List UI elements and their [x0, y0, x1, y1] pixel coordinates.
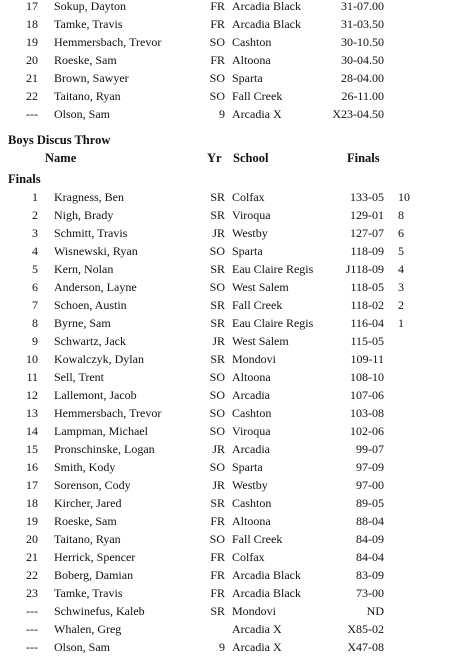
place-cell: ---	[26, 107, 38, 121]
header-school: School	[233, 151, 269, 165]
athlete-name-cell: Hemmersbach, Trevor	[54, 406, 162, 420]
school-cell: Mondovi	[232, 352, 277, 366]
year-cell: SR	[210, 190, 225, 204]
year-cell: SO	[209, 424, 225, 438]
mark-cell: 118-02	[350, 298, 384, 312]
athlete-name-cell: Lampman, Michael	[54, 424, 148, 438]
place-cell: 1	[32, 190, 38, 204]
year-cell: FR	[210, 514, 225, 528]
school-cell: Viroqua	[232, 208, 271, 222]
result-row	[0, 278, 451, 296]
school-cell: Cashton	[232, 496, 272, 510]
header-finals: Finals	[347, 151, 380, 165]
header-yr: Yr	[207, 151, 222, 165]
mark-cell: ND	[366, 604, 384, 618]
year-cell: SO	[209, 460, 225, 474]
mark-cell: 99-07	[356, 442, 384, 456]
school-cell: Arcadia Black	[232, 0, 301, 13]
school-cell: Fall Creek	[232, 298, 283, 312]
school-cell: Arcadia	[232, 388, 270, 402]
school-cell: Colfax	[232, 550, 265, 564]
athlete-name-cell: Sell, Trent	[54, 370, 105, 384]
year-cell: FR	[210, 53, 225, 67]
points-cell: 6	[398, 226, 404, 240]
place-cell: 11	[26, 370, 38, 384]
school-cell: Altoona	[232, 370, 271, 384]
place-cell: 23	[26, 586, 38, 600]
result-row	[0, 332, 451, 350]
year-cell: SO	[209, 71, 225, 85]
school-cell: Cashton	[232, 406, 272, 420]
school-cell: Westby	[232, 478, 268, 492]
result-row	[0, 494, 451, 512]
athlete-name-cell: Sokup, Dayton	[54, 0, 126, 13]
athlete-name-cell: Anderson, Layne	[54, 280, 137, 294]
event-title: Boys Discus Throw	[8, 133, 111, 147]
place-cell: 17	[26, 0, 38, 13]
athlete-name-cell: Olson, Sam	[54, 107, 111, 121]
place-cell: 20	[26, 532, 38, 546]
year-cell: 9	[219, 107, 225, 121]
mark-cell: X85-02	[347, 622, 384, 636]
result-row	[0, 69, 451, 87]
athlete-name-cell: Schmitt, Travis	[54, 226, 128, 240]
school-cell: Arcadia X	[232, 622, 282, 636]
mark-cell: 129-01	[350, 208, 384, 222]
athlete-name-cell: Tamke, Travis	[54, 586, 123, 600]
result-row	[0, 260, 451, 278]
school-cell: Colfax	[232, 190, 265, 204]
athlete-name-cell: Roeske, Sam	[54, 514, 117, 528]
athlete-name-cell: Tamke, Travis	[54, 17, 123, 31]
athlete-name-cell: Kragness, Ben	[54, 190, 124, 204]
year-cell: SO	[209, 388, 225, 402]
result-row	[0, 224, 451, 242]
result-row	[0, 620, 451, 638]
header-name: Name	[45, 151, 77, 165]
mark-cell: 107-06	[350, 388, 384, 402]
school-cell: Cashton	[232, 35, 272, 49]
school-cell: Fall Creek	[232, 532, 283, 546]
mark-cell: 28-04.00	[341, 71, 384, 85]
mark-cell: 89-05	[356, 496, 384, 510]
result-row	[0, 33, 451, 51]
year-cell: SO	[209, 370, 225, 384]
points-cell: 1	[398, 316, 404, 330]
result-row	[0, 566, 451, 584]
place-cell: 22	[26, 89, 38, 103]
result-row	[0, 51, 451, 69]
athlete-name-cell: Schoen, Austin	[54, 298, 127, 312]
year-cell: JR	[212, 226, 225, 240]
athlete-name-cell: Brown, Sawyer	[54, 71, 129, 85]
school-cell: Eau Claire Regis	[232, 262, 314, 276]
year-cell: SR	[210, 352, 225, 366]
place-cell: 6	[32, 280, 38, 294]
year-cell: SO	[209, 35, 225, 49]
year-cell: FR	[210, 550, 225, 564]
result-row	[0, 386, 451, 404]
mark-cell: 31-07.00	[341, 0, 384, 13]
athlete-name-cell: Kowalczyk, Dylan	[54, 352, 144, 366]
points-cell: 4	[398, 262, 404, 276]
athlete-name-cell: Sorenson, Cody	[54, 478, 131, 492]
school-cell: Arcadia	[232, 442, 270, 456]
place-cell: ---	[26, 604, 38, 618]
mark-cell: 30-04.50	[341, 53, 384, 67]
mark-cell: 102-06	[350, 424, 384, 438]
school-cell: Arcadia Black	[232, 17, 301, 31]
mark-cell: 97-00	[356, 478, 384, 492]
result-row	[0, 87, 451, 105]
year-cell: SO	[209, 89, 225, 103]
result-row	[0, 0, 451, 15]
year-cell: JR	[212, 442, 225, 456]
year-cell: FR	[210, 0, 225, 13]
place-cell: 22	[26, 568, 38, 582]
school-cell: Mondovi	[232, 604, 277, 618]
athlete-name-cell: Smith, Kody	[54, 460, 116, 474]
athlete-name-cell: Pronschinske, Logan	[54, 442, 155, 456]
athlete-name-cell: Olson, Sam	[54, 640, 111, 654]
place-cell: 16	[26, 460, 38, 474]
school-cell: Sparta	[232, 71, 263, 85]
school-cell: Arcadia Black	[232, 586, 301, 600]
mark-cell: 108-10	[350, 370, 384, 384]
school-cell: Arcadia X	[232, 107, 282, 121]
mark-cell: 97-09	[356, 460, 384, 474]
mark-cell: 103-08	[350, 406, 384, 420]
athlete-name-cell: Kircher, Jared	[54, 496, 122, 510]
result-row	[0, 105, 451, 123]
result-row	[0, 242, 451, 260]
mark-cell: 109-11	[350, 352, 384, 366]
year-cell: SO	[209, 406, 225, 420]
school-cell: Fall Creek	[232, 89, 283, 103]
school-cell: Altoona	[232, 514, 271, 528]
result-row	[0, 206, 451, 224]
athlete-name-cell: Lallemont, Jacob	[54, 388, 137, 402]
section-label: Finals	[8, 172, 41, 186]
place-cell: 19	[26, 35, 38, 49]
school-cell: Altoona	[232, 53, 271, 67]
mark-cell: 118-05	[350, 280, 384, 294]
place-cell: ---	[26, 622, 38, 636]
result-row	[0, 350, 451, 368]
result-row	[0, 638, 451, 656]
athlete-name-cell: Schwinefus, Kaleb	[54, 604, 145, 618]
place-cell: 10	[26, 352, 38, 366]
mark-cell: J118-09	[345, 262, 384, 276]
school-cell: Westby	[232, 226, 268, 240]
year-cell: SR	[210, 262, 225, 276]
mark-cell: 73-00	[356, 586, 384, 600]
athlete-name-cell: Taitano, Ryan	[54, 532, 121, 546]
school-cell: West Salem	[232, 280, 289, 294]
athlete-name-cell: Taitano, Ryan	[54, 89, 121, 103]
athlete-name-cell: Boberg, Damian	[54, 568, 134, 582]
athlete-name-cell: Kern, Nolan	[54, 262, 114, 276]
place-cell: 13	[26, 406, 38, 420]
school-cell: Eau Claire Regis	[232, 316, 314, 330]
mark-cell: 84-09	[356, 532, 384, 546]
athlete-name-cell: Schwartz, Jack	[54, 334, 126, 348]
place-cell: 2	[32, 208, 38, 222]
athlete-name-cell: Roeske, Sam	[54, 53, 117, 67]
place-cell: 7	[32, 298, 38, 312]
mark-cell: 115-05	[350, 334, 384, 348]
place-cell: 5	[32, 262, 38, 276]
result-row	[0, 458, 451, 476]
points-cell: 3	[398, 280, 404, 294]
year-cell: SO	[209, 532, 225, 546]
result-row	[0, 422, 451, 440]
year-cell: FR	[210, 586, 225, 600]
school-cell: Arcadia Black	[232, 568, 301, 582]
athlete-name-cell: Herrick, Spencer	[54, 550, 136, 564]
place-cell: 21	[26, 71, 38, 85]
result-row	[0, 188, 451, 206]
points-cell: 8	[398, 208, 404, 222]
place-cell: 20	[26, 53, 38, 67]
place-cell: 14	[26, 424, 38, 438]
year-cell: FR	[210, 568, 225, 582]
year-cell: SR	[210, 298, 225, 312]
place-cell: 18	[26, 17, 38, 31]
place-cell: 19	[26, 514, 38, 528]
points-cell: 2	[398, 298, 404, 312]
athlete-name-cell: Byrne, Sam	[54, 316, 111, 330]
athlete-name-cell: Whalen, Greg	[54, 622, 122, 636]
place-cell: 3	[32, 226, 38, 240]
result-row	[0, 548, 451, 566]
mark-cell: 127-07	[350, 226, 384, 240]
school-cell: Arcadia X	[232, 640, 282, 654]
place-cell: 21	[26, 550, 38, 564]
points-cell: 10	[398, 190, 410, 204]
place-cell: 4	[32, 244, 38, 258]
mark-cell: X23-04.50	[332, 107, 384, 121]
mark-cell: 31-03.50	[341, 17, 384, 31]
result-row	[0, 314, 451, 332]
year-cell: SR	[210, 496, 225, 510]
athlete-name-cell: Hemmersbach, Trevor	[54, 35, 162, 49]
place-cell: 12	[26, 388, 38, 402]
year-cell: FR	[210, 17, 225, 31]
mark-cell: X47-08	[347, 640, 384, 654]
year-cell: SO	[209, 280, 225, 294]
place-cell: 18	[26, 496, 38, 510]
school-cell: Viroqua	[232, 424, 271, 438]
school-cell: Sparta	[232, 244, 263, 258]
mark-cell: 116-04	[350, 316, 384, 330]
mark-cell: 118-09	[350, 244, 384, 258]
result-row	[0, 512, 451, 530]
place-cell: 17	[26, 478, 38, 492]
mark-cell: 133-05	[350, 190, 384, 204]
place-cell: 15	[26, 442, 38, 456]
result-row	[0, 440, 451, 458]
year-cell: SR	[210, 208, 225, 222]
school-cell: West Salem	[232, 334, 289, 348]
athlete-name-cell: Wisnewski, Ryan	[54, 244, 138, 258]
result-row	[0, 368, 451, 386]
year-cell: SO	[209, 244, 225, 258]
athlete-name-cell: Nigh, Brady	[54, 208, 114, 222]
result-row	[0, 15, 451, 33]
place-cell: ---	[26, 640, 38, 654]
result-row	[0, 404, 451, 422]
points-cell: 5	[398, 244, 404, 258]
mark-cell: 83-09	[356, 568, 384, 582]
school-cell: Sparta	[232, 460, 263, 474]
year-cell: JR	[212, 334, 225, 348]
year-cell: 9	[219, 640, 225, 654]
year-cell: JR	[212, 478, 225, 492]
result-row	[0, 296, 451, 314]
year-cell: SR	[210, 316, 225, 330]
mark-cell: 30-10.50	[341, 35, 384, 49]
mark-cell: 26-11.00	[341, 89, 384, 103]
result-row	[0, 584, 451, 602]
place-cell: 8	[32, 316, 38, 330]
result-row	[0, 476, 451, 494]
result-row	[0, 602, 451, 620]
mark-cell: 84-04	[356, 550, 384, 564]
year-cell: SR	[210, 604, 225, 618]
mark-cell: 88-04	[356, 514, 384, 528]
result-row	[0, 530, 451, 548]
place-cell: 9	[32, 334, 38, 348]
